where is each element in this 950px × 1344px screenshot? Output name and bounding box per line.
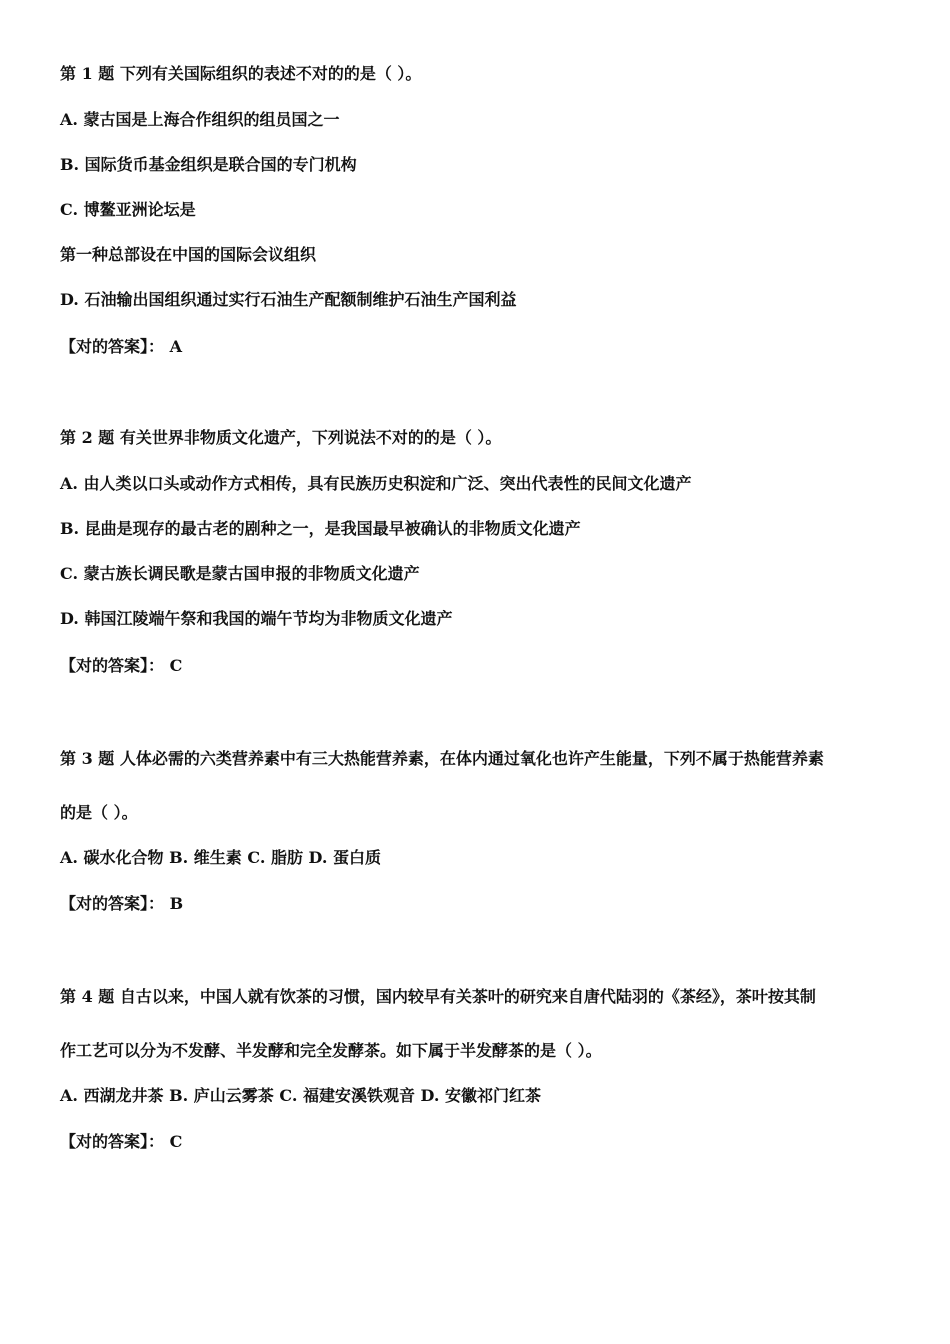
question-2-option-a: A. 由人类以口头或动作方式相传，具有民族历史积淀和广泛、突出代表性的民间文化遗产 — [60, 474, 692, 493]
question-2-option-d: D. 韩国江陵端午祭和我国的端午节均为非物质文化遗产 — [60, 609, 453, 628]
question-2-option-b: B. 昆曲是现存的最古老的剧种之一，是我国最早被确认的非物质文化遗产 — [60, 519, 581, 538]
question-4-answer: 【对的答案】： C — [60, 1132, 183, 1151]
question-3-stem-line-1: 第 3 题 人体必需的六类营养素中有三大热能营养素，在体内通过氧化也许产生能量，下列不属于热能营养素 — [60, 749, 824, 768]
question-1-stem: 第 1 题 下列有关国际组织的表述不对的的是（ ）。 — [60, 64, 422, 83]
question-1-option-a: A. 蒙古国是上海合作组织的组员国之一 — [60, 110, 340, 129]
question-3-options: A. 碳水化合物 B. 维生素 C. 脂肪 D. 蛋白质 — [60, 848, 381, 867]
question-3-answer: 【对的答案】： B — [60, 894, 184, 913]
question-1-answer: 【对的答案】： A — [60, 337, 182, 356]
question-3-stem-line-2: 的是（ ）。 — [60, 803, 138, 822]
question-1-option-b: B. 国际货币基金组织是联合国的专门机构 — [60, 155, 357, 174]
question-1-option-d: D. 石油输出国组织通过实行石油生产配额制维护石油生产国利益 — [60, 290, 517, 309]
question-4-stem-line-1: 第 4 题 自古以来，中国人就有饮茶的习惯，国内较早有关茶叶的研究来自唐代陆羽的《茶经》，茶叶按其制 — [60, 987, 816, 1006]
question-1-option-c-continued: 第一种总部设在中国的国际会议组织 — [60, 245, 317, 264]
question-4-stem-line-2: 作工艺可以分为不发酵、半发酵和完全发酵茶。如下属于半发酵茶的是（ ）。 — [60, 1041, 602, 1060]
question-2-option-c: C. 蒙古族长调民歌是蒙古国申报的非物质文化遗产 — [60, 564, 420, 583]
question-1-option-c: C. 博鳌亚洲论坛是 — [60, 200, 196, 219]
question-2-stem: 第 2 题 有关世界非物质文化遗产，下列说法不对的的是（ ）。 — [60, 428, 502, 447]
question-4-options: A. 西湖龙井茶 B. 庐山云雾茶 C. 福建安溪铁观音 D. 安徽祁门红茶 — [60, 1086, 541, 1105]
question-2-answer: 【对的答案】： C — [60, 656, 183, 675]
